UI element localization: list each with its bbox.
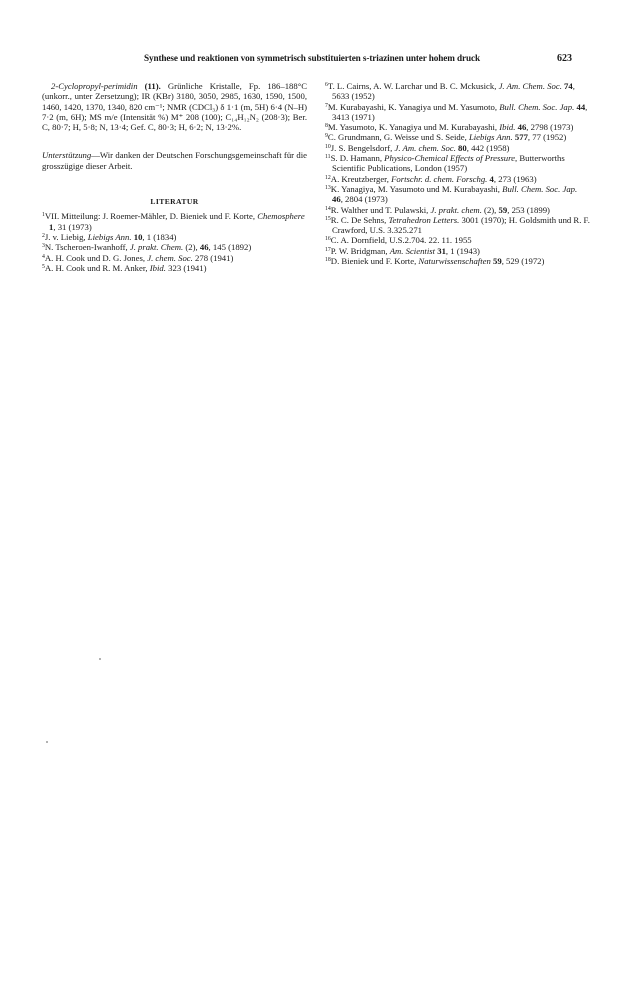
reference-pages-year: , 31 (1973) (53, 221, 92, 232)
reference-item (325, 102, 590, 123)
reference-authors: M. Yasumoto, K. Yanagiya und M. Kurabayashi, (327, 122, 500, 133)
reference-authors: K. Yanagiya, M. Yasumoto und M. Kurabayashi, (330, 183, 503, 194)
acknowledgement (42, 150, 307, 171)
reference-item (325, 184, 590, 205)
reference-authors: C. Grundmann, G. Weisse und S. Seide, (327, 132, 469, 143)
reference-journal: J. prakt. chem. (430, 204, 482, 215)
reference-number: 13 (325, 184, 331, 191)
reference-pages-year: , Butterworths Scientific Publications, London (1957) (332, 153, 565, 174)
reference-number: 4 (42, 253, 45, 260)
reference-volume: 80 (458, 142, 467, 153)
reference-pages-year: , 145 (1892) (208, 242, 252, 253)
reference-journal: Chemosphere (257, 211, 305, 222)
reference-authors: S. D. Hamann, (330, 153, 385, 164)
reference-number: 15 (325, 215, 331, 222)
reference-volume: 59 (493, 256, 502, 267)
reference-pages-year: , 273 (1963) (493, 173, 537, 184)
reference-series: (2), (481, 204, 499, 215)
compound-number: (11). (144, 81, 161, 91)
reference-journal: J. prakt. Chem. (129, 242, 184, 253)
reference-item (325, 174, 590, 184)
running-header (0, 53, 624, 67)
reference-authors: R. Walther und T. Pulawski, (330, 204, 431, 215)
reference-volume: 74 (564, 81, 573, 91)
reference-authors: M. Kurabayashi, K. Yanagiya und M. Yasumoto, (327, 101, 500, 112)
scan-speck (46, 741, 48, 743)
reference-journal: Bull. Chem. Soc. Jap. (502, 183, 578, 194)
reference-item (42, 242, 307, 252)
reference-authors: D. Bieniek und F. Korte, (330, 256, 419, 267)
reference-journal: Naturwissenschaften (418, 256, 491, 267)
reference-authors: A. Kreutzberger, (330, 173, 392, 184)
reference-volume: 46 (332, 194, 341, 205)
reference-item (42, 263, 307, 273)
running-title: Synthese und reaktionen von symmetrisch substituierten s-triazinen unter hohem druck (143, 53, 481, 63)
reference-number: 17 (325, 246, 331, 253)
reference-authors: C. A. Dornfield, U.S.2.704. 22. 11. 1955 (330, 235, 472, 246)
reference-item (325, 122, 590, 132)
reference-pages-year: , 77 (1952) (527, 132, 567, 143)
reference-number: 1 (42, 212, 45, 219)
reference-authors: N. Tscheroen-Iwanhoff, (44, 242, 130, 253)
reference-pages-year: 3001 (1970); H. Goldsmith und R. F. Crawford, U.S. 3.325.271 (332, 214, 590, 236)
reference-item (325, 215, 590, 236)
reference-item (325, 235, 590, 245)
compound-description (42, 81, 307, 132)
reference-journal: J. Am. Chem. Soc. (498, 81, 562, 91)
left-column (42, 81, 307, 273)
reference-authors: VII. Mitteilung: J. Roemer-Mähler, D. Bieniek und F. Korte, (44, 211, 258, 222)
reference-volume: 4 (489, 173, 494, 184)
reference-number: 7 (325, 102, 328, 109)
reference-number: 5 (42, 263, 45, 270)
reference-journal: Am. Scientist (389, 245, 436, 256)
reference-pages-year: , 529 (1972) (501, 256, 545, 267)
reference-pages-year: 323 (1941) (165, 262, 207, 273)
page-number: 623 (557, 53, 572, 64)
reference-number: 6 (325, 82, 328, 88)
reference-authors: J. v. Liebig, (44, 231, 88, 242)
reference-authors: P. W. Bridgman, (330, 245, 390, 256)
reference-number: 11 (325, 154, 331, 161)
reference-authors: T. L. Cairns, A. W. Larchar und B. C. Mckusick, (327, 81, 499, 91)
reference-pages-year: , 2804 (1973) (340, 194, 388, 205)
reference-number: 12 (325, 174, 331, 181)
right-column (325, 81, 590, 266)
reference-number: 3 (42, 243, 45, 250)
reference-pages-year: , 3413 (1971) (332, 101, 588, 122)
reference-journal: Tetrahedron Letters. (388, 214, 460, 225)
reference-volume: 1 (49, 221, 54, 232)
reference-pages-year: 278 (1941) (192, 252, 234, 263)
reference-number: 2 (42, 232, 45, 239)
acknowledgement-label: Unterstützung (42, 150, 92, 161)
reference-journal: J. chem. Soc. (147, 252, 193, 263)
reference-number: 18 (325, 257, 331, 264)
reference-item (325, 256, 590, 266)
reference-journal: Ibid. (499, 122, 516, 133)
reference-pages-year: , 253 (1899) (507, 204, 550, 215)
reference-pages-year: , 2798 (1973) (526, 122, 574, 133)
reference-authors: R. C. De Sehns, (330, 214, 389, 225)
reference-list-left (42, 211, 307, 273)
reference-authors: A. H. Cook und D. G. Jones, (44, 252, 148, 263)
reference-list-right (325, 81, 590, 266)
reference-journal: Ibid. (149, 262, 166, 273)
reference-item (42, 211, 307, 232)
reference-volume: 46 (517, 122, 527, 133)
reference-pages-year: , 1 (1943) (445, 245, 480, 256)
reference-item (42, 232, 307, 242)
reference-number: 16 (325, 236, 331, 243)
acknowledgement-text: —Wir danken der Deutschen Forschungsgemeinschaft für die grosszügige dieser Arbeit. (42, 150, 307, 171)
reference-journal: Fortschr. d. chem. Forschg. (391, 173, 488, 184)
reference-pages-year: , 5633 (1952) (332, 81, 575, 102)
reference-journal: Physico-Chemical Effects of Pressure (384, 153, 516, 164)
reference-pages-year: , 442 (1958) (466, 142, 510, 153)
reference-journal: Liebigs Ann. (87, 231, 132, 242)
reference-item (325, 205, 590, 215)
reference-volume: 10 (133, 231, 143, 242)
literature-heading: LITERATUR (150, 197, 199, 207)
reference-volume: 44 (576, 101, 586, 112)
reference-item (325, 153, 590, 174)
reference-pages-year: , 1 (1834) (142, 231, 177, 242)
reference-item (42, 253, 307, 263)
reference-authors: A. H. Cook und R. M. Anker, (44, 262, 150, 273)
compound-name: 2-Cyclopropyl-perimidin (51, 81, 138, 91)
reference-journal: Liebigs Ann. (468, 132, 513, 143)
reference-item (325, 246, 590, 256)
reference-authors: J. S. Bengelsdorf, (330, 142, 395, 153)
reference-journal: J. Am. chem. Soc. (394, 142, 456, 153)
reference-journal: Bull. Chem. Soc. Jap. (499, 101, 575, 112)
reference-number: 14 (325, 205, 331, 212)
reference-series: (2), (183, 242, 200, 253)
reference-item (325, 81, 590, 102)
reference-item (325, 132, 590, 142)
compound-data: Grünliche Kristalle, Fp. 186–188°C (unkorr., unter Zersetzung); IR (KBr) 3180, 3050, 2985, 1630, 1590, 1500, 1460, 1420, 1370, 1340, 820 cm⁻¹; NMR (CDCl₃) δ 1·1 (m, 5H) 6·4 (N–H) 7·2 (m, 6H); MS m/e (Intensität %) M⁺ 208 (100); C₁₄H₁₂N₂ (208·3); Ber. C, 80·7; H, 5·8; N, 13·4; Gef. C, 80·3; H, 6·2; N, 13·2%. (42, 81, 308, 133)
reference-volume: 59 (498, 204, 508, 215)
reference-volume: 31 (437, 245, 446, 256)
reference-number: 9 (325, 133, 328, 140)
reference-number: 8 (325, 123, 328, 130)
reference-volume: 46 (199, 242, 209, 253)
reference-volume: 577 (514, 132, 528, 143)
reference-item (325, 143, 590, 153)
reference-number: 10 (325, 143, 331, 150)
scan-speck (99, 658, 101, 660)
